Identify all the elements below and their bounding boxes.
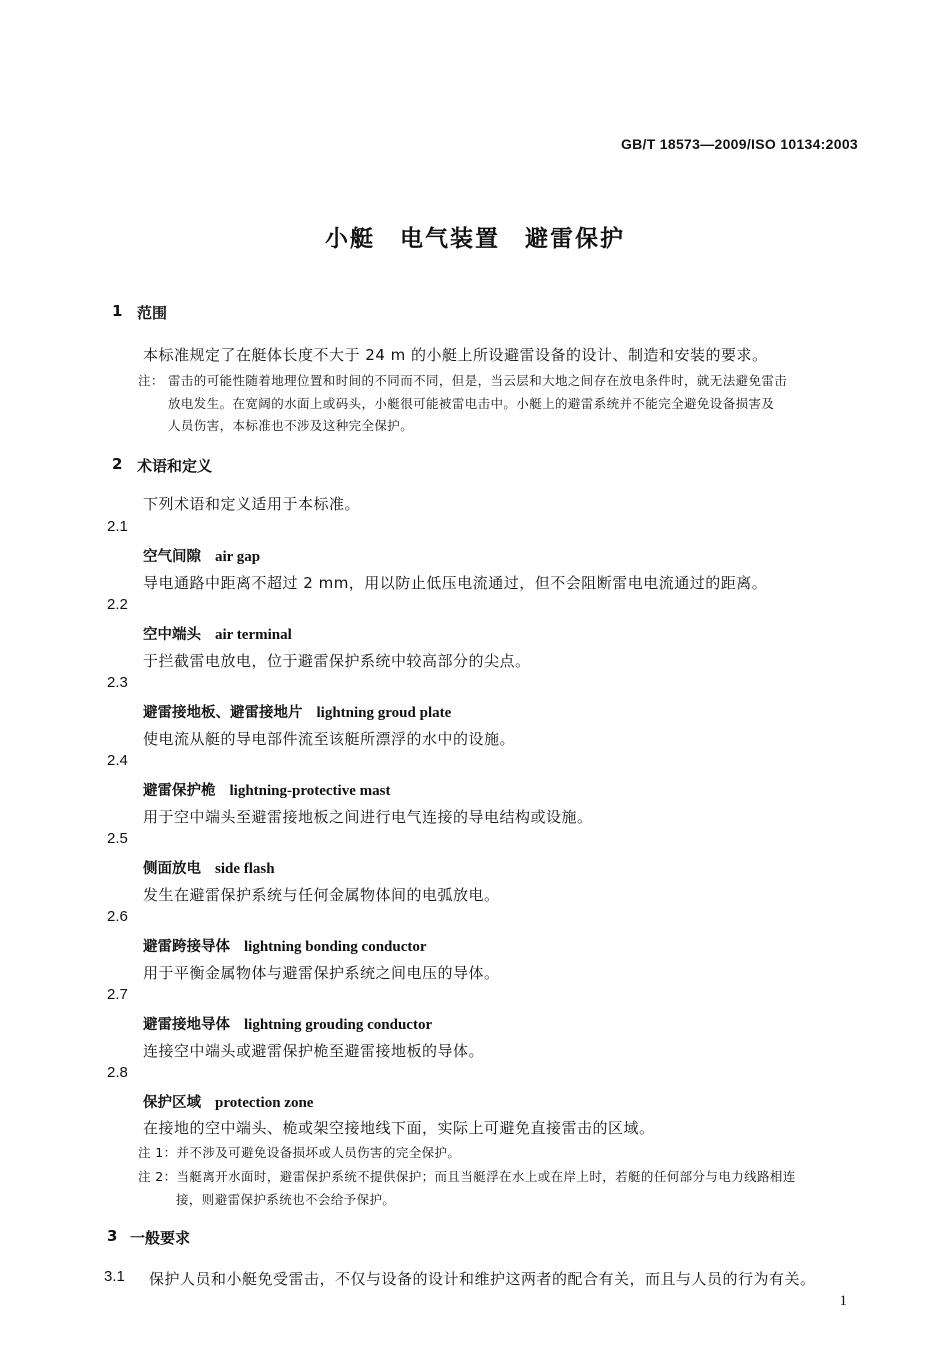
- term-definition: 用于空中端头至避雷接地板之间进行电气连接的导电结构或设施。: [143, 808, 593, 826]
- term-number: 2.2: [107, 596, 128, 613]
- term-number: 2.3: [107, 674, 128, 691]
- term-definition: 使电流从艇的导电部件流至该艇所漂浮的水中的设施。: [143, 730, 516, 748]
- term-number: 2.4: [107, 752, 128, 769]
- paragraph: 本标准规定了在艇体长度不大于 24 m 的小艇上所设避雷设备的设计、制造和安装的要求。: [143, 346, 768, 364]
- term-definition: 导电通路中距离不超过 2 mm，用以防止低压电流通过，但不会阻断雷电电流通过的距离。: [143, 574, 768, 592]
- term-english: lightning bonding conductor: [244, 939, 427, 955]
- term-english: air terminal: [215, 627, 292, 643]
- term-definition: 在接地的空中端头、桅或架空接地线下面，实际上可避免直接雷击的区域。: [143, 1119, 655, 1137]
- standard-number: GB/T 18573—2009/ISO 10134:2003: [620, 136, 858, 152]
- term-number: 2.1: [107, 518, 128, 535]
- document-title: 小艇 电气装置 避雷保护: [325, 226, 625, 252]
- page-number: 1: [839, 1293, 847, 1309]
- note-label: 注：: [138, 373, 164, 388]
- note-line: 放电发生。在宽阔的水面上或码头，小艇很可能被雷电击中。小艇上的避雷系统并不能完全避免设备损害及: [168, 396, 775, 411]
- term-chinese: 避雷接地板、避雷接地片: [143, 705, 303, 721]
- term-definition: 发生在避雷保护系统与任何金属物体间的电弧放电。: [143, 886, 500, 904]
- section-title: 范围: [137, 304, 168, 322]
- term-number: 2.5: [107, 830, 128, 847]
- term-definition: 用于平衡金属物体与避雷保护系统之间电压的导体。: [143, 964, 500, 982]
- term-english: lightning grouding conductor: [244, 1017, 433, 1033]
- term-definition: 于拦截雷电放电，位于避雷保护系统中较高部分的尖点。: [143, 652, 531, 670]
- section-number: 3: [107, 1227, 118, 1245]
- term-heading: [143, 1013, 432, 1034]
- section-number: 2: [112, 455, 123, 473]
- term-chinese: 侧面放电: [143, 861, 201, 877]
- term-number: 2.7: [107, 986, 128, 1003]
- subsection-number: 3.1: [104, 1268, 125, 1285]
- term-chinese: 保护区域: [143, 1095, 201, 1111]
- section-title: 一般要求: [130, 1229, 191, 1247]
- term-number: 2.6: [107, 908, 128, 925]
- term-heading: [143, 623, 292, 644]
- section-number: 1: [112, 302, 123, 320]
- term-heading: [143, 779, 390, 800]
- term-heading: [143, 701, 451, 722]
- term-heading: [143, 545, 260, 566]
- note-line: 雷击的可能性随着地理位置和时间的不同而不同，但是，当云层和大地之间存在放电条件时，就无法避免雷击: [168, 373, 788, 388]
- term-number: 2.8: [107, 1064, 128, 1081]
- term-heading: [143, 935, 427, 956]
- note: 注 1：并不涉及可避免设备损坏或人员伤害的完全保护。: [138, 1145, 461, 1160]
- term-chinese: 避雷保护桅: [143, 783, 216, 799]
- term-chinese: 避雷接地导体: [143, 1017, 230, 1033]
- note-line: 接，则避雷保护系统也不会给予保护。: [176, 1192, 396, 1207]
- section-title: 术语和定义: [137, 457, 213, 475]
- term-english: lightning groud plate: [316, 705, 452, 721]
- term-definition: 连接空中端头或避雷保护桅至避雷接地板的导体。: [143, 1042, 485, 1060]
- note-line: 注 2：当艇离开水面时，避雷保护系统不提供保护；而且当艇浮在水上或在岸上时，若艇的任何部分与电力线路相连: [138, 1169, 796, 1184]
- term-chinese: 空气间隙: [143, 549, 201, 565]
- term-heading: [143, 1091, 313, 1112]
- term-english: lightning-protective mast: [229, 783, 391, 799]
- term-english: protection zone: [215, 1095, 314, 1111]
- term-chinese: 空中端头: [143, 627, 201, 643]
- note-line: 人员伤害，本标准也不涉及这种完全保护。: [168, 418, 414, 433]
- term-chinese: 避雷跨接导体: [143, 939, 230, 955]
- paragraph: 保护人员和小艇免受雷击，不仅与设备的设计和维护这两者的配合有关，而且与人员的行为有关。: [149, 1270, 816, 1288]
- term-english: side flash: [215, 861, 275, 877]
- paragraph: 下列术语和定义适用于本标准。: [143, 495, 361, 513]
- term-english: air gap: [215, 549, 261, 565]
- term-heading: [143, 857, 275, 878]
